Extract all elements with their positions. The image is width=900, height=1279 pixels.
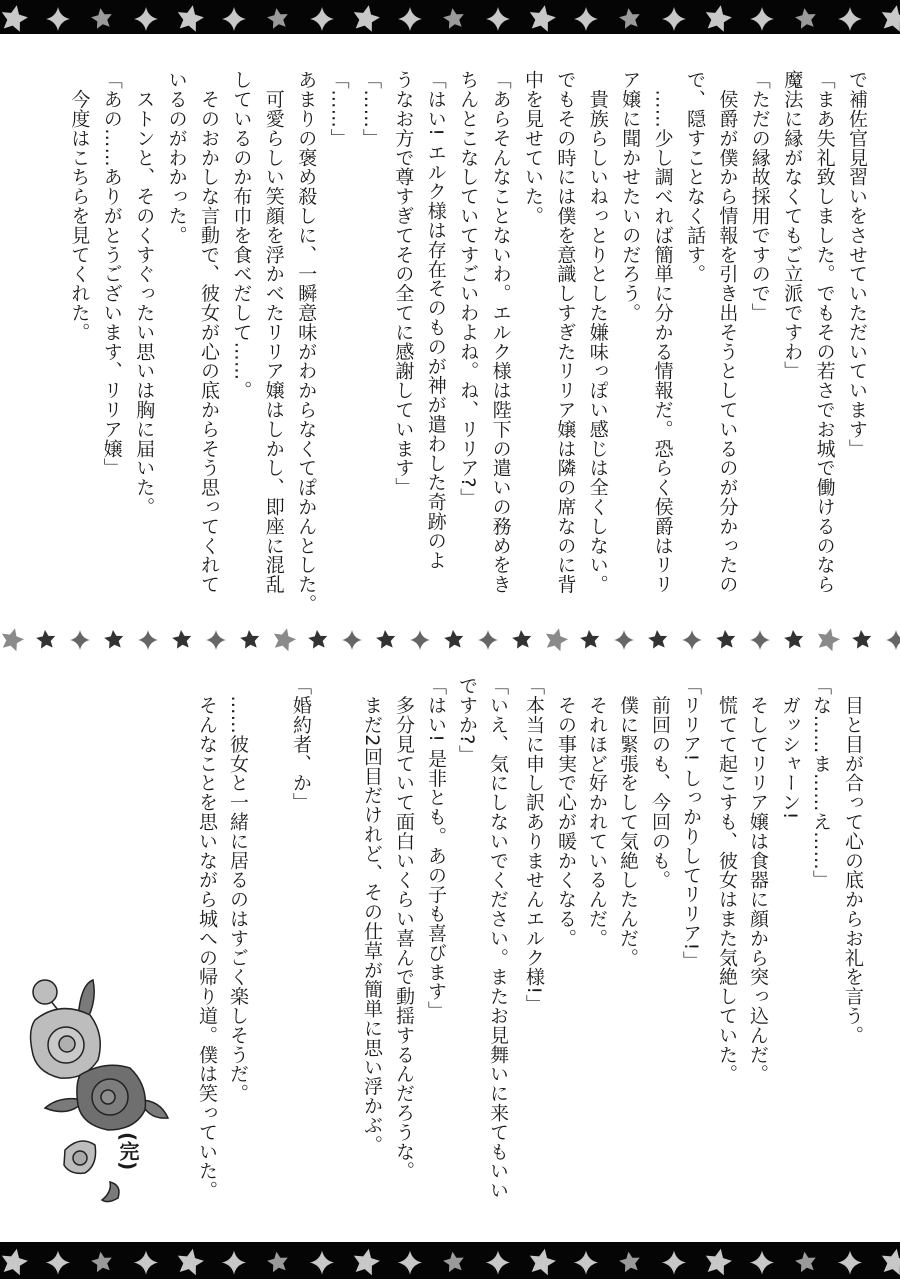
text-column: その事実で心が暖かくなる。 xyxy=(555,676,577,948)
text-column: ……少し調べれば簡単に分かる情報だ。恐らく侯爵はリリ xyxy=(651,70,674,594)
text-column: ……彼女と一緒に居るのはすごく楽しそうだ。 xyxy=(227,676,249,1103)
star-icon xyxy=(852,630,871,649)
text-column: 「まあ失礼致しました。でもその若さでお城で働けるのなら xyxy=(813,70,836,594)
star-icon xyxy=(240,630,259,649)
text-column: ちんとこなしていてすごいわよね。ね、リリア?」 xyxy=(457,70,480,508)
text-column: いるのがわかった。 xyxy=(165,70,188,245)
text-column: 可愛らしい笑顔を浮かべたリリア嬢はしかし、即座に混乱 xyxy=(262,70,285,594)
star-icon xyxy=(2,628,24,651)
text-column: それほど好かれているんだ。 xyxy=(586,676,608,948)
text-column: で、隠すことなく話す。 xyxy=(684,70,706,284)
star-divider xyxy=(0,620,900,660)
sparkle-icon xyxy=(342,630,362,650)
text-column: あまりの褒め殺しに、一瞬意味がわからなくてぽかんとした。 xyxy=(295,70,318,614)
text-column: 侯爵が僕から情報を引き出そうとしているのが分かったの xyxy=(716,70,739,594)
sparkle-icon xyxy=(682,630,702,650)
text-column: 「はい! 是非とも。あの子も喜びます」 xyxy=(425,676,447,1021)
star-icon xyxy=(308,630,327,649)
text-column: 魔法に縁がなくてもご立派ですわ」 xyxy=(781,70,804,381)
text-column: 「……」 xyxy=(360,70,382,148)
rose-bud-icon xyxy=(33,980,57,1004)
star-icon xyxy=(172,630,191,649)
text-column: 「な……ま……え……」 xyxy=(810,676,832,890)
star-icon xyxy=(580,630,599,649)
sparkle-icon xyxy=(886,630,900,650)
text-column: で補佐官見習いをさせていただいています」 xyxy=(846,70,868,458)
star-icon xyxy=(784,630,803,649)
text-column: まだ2回目だけれど、その仕草が簡単に思い浮かぶ。 xyxy=(361,676,383,1155)
text-column: ア嬢に聞かせたいのだろう。 xyxy=(619,70,642,323)
star-icon xyxy=(648,630,667,649)
sparkle-icon xyxy=(70,630,90,650)
text-column: 「ただの縁故採用ですので」 xyxy=(748,70,771,323)
text-column: 「あの……ありがとうございます、リリア嬢」 xyxy=(100,70,123,478)
petal-icon xyxy=(102,1182,119,1202)
star-icon xyxy=(512,630,531,649)
star-icon xyxy=(274,628,296,651)
star-icon xyxy=(716,630,735,649)
star-icon xyxy=(104,630,123,649)
sparkle-icon xyxy=(478,630,498,650)
text-column: ガッシャーン! xyxy=(779,676,801,820)
star-icon xyxy=(818,628,840,651)
text-column: ですか?」 xyxy=(456,676,478,765)
text-column: うなお方で尊すぎてその全てに感謝しています」 xyxy=(392,70,415,497)
sparkle-icon xyxy=(750,630,770,650)
text-column: そのおかしな言動で、彼女が心の底からそう思ってくれて xyxy=(198,70,220,594)
star-icon xyxy=(376,630,395,649)
text-column: 「……」 xyxy=(327,70,350,148)
text-column: 「リリア! しっかりしてリリア!」 xyxy=(680,676,702,971)
end-mark: (完) xyxy=(116,1132,140,1171)
text-column: 中を見せていた。 xyxy=(522,70,544,226)
text-column: 前回のも、今回のも。 xyxy=(649,676,671,890)
sparkle-icon xyxy=(138,630,158,650)
text-column: 貴族らしいねっとりとした嫌味っぽい感じは全くしない。 xyxy=(586,70,609,594)
text-column: しているのか布巾を食べだして……。 xyxy=(230,70,253,400)
sparkle-icon xyxy=(614,630,634,650)
top-star-border xyxy=(0,0,900,34)
text-column: 多分見ていて面白いくらい喜んで動揺するんだろうな。 xyxy=(393,676,415,1181)
bottom-star-border xyxy=(0,1242,900,1279)
text-column: 「本当に申し訳ありませんエルク様!」 xyxy=(523,676,545,1014)
text-column: 今度はこちらを見てくれた。 xyxy=(68,70,91,342)
star-icon xyxy=(36,630,55,649)
star-icon xyxy=(546,628,568,651)
text-column: 慌てて起こすも、彼女はまた気絶していた。 xyxy=(716,676,738,1084)
text-column: 「いえ、気にしないでください。またお見舞いに来てもいい xyxy=(487,676,509,1200)
sparkle-icon xyxy=(206,630,226,650)
text-column: そんなことを思いながら城への帰り道。僕は笑っていた。 xyxy=(196,676,218,1200)
text-column: 「あらそんなことないわ。エルク様は陛下の遣いの務めをき xyxy=(489,70,512,594)
sparkle-icon xyxy=(410,630,430,650)
rose-illustration xyxy=(0,960,200,1240)
text-column: 目と目が合って心の底からお礼を言う。 xyxy=(842,676,864,1045)
text-column: 「婚約者、か」 xyxy=(290,676,312,812)
text-column: そしてリリア嬢は食器に顔から突っ込んだ。 xyxy=(747,676,769,1084)
star-icon xyxy=(444,630,463,649)
text-column: でもその時には僕を意識しすぎたリリア嬢は隣の席なのに背 xyxy=(554,70,577,594)
text-column: 僕に緊張をして気絶したんだ。 xyxy=(617,676,639,967)
text-column: ストンと、そのくすぐったい思いは胸に届いた。 xyxy=(133,70,156,517)
text-column: 「はい! エルク様は存在そのものが神が遣わした奇跡のよ xyxy=(424,70,447,570)
